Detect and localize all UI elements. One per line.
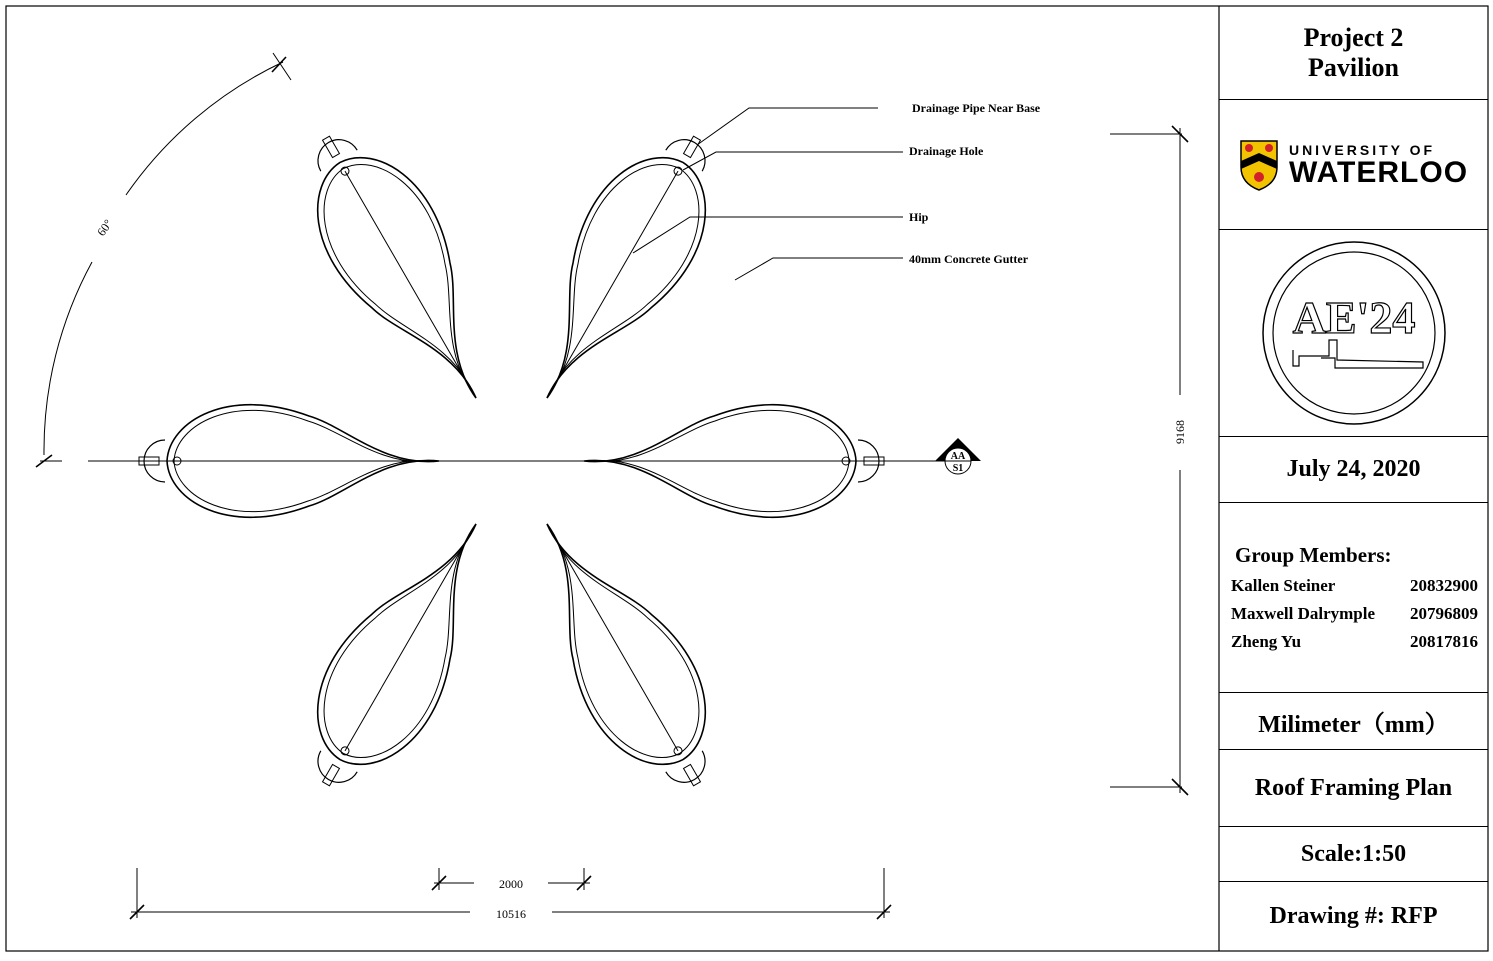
member-id: 20832900 <box>1410 576 1478 595</box>
overall-width-label: 10516 <box>496 907 526 921</box>
logo-text-small: UNIVERSITY OF <box>1288 141 1436 158</box>
drainage-pipe-label: Drainage Pipe Near Base <box>912 101 1041 115</box>
petal-north-west <box>277 110 524 426</box>
hip-label: Hip <box>909 210 929 224</box>
petal-north-east <box>498 110 745 426</box>
scale-label: Scale:1:50 <box>1300 840 1407 867</box>
section-marker <box>935 438 981 474</box>
member-row <box>1231 572 1478 600</box>
petal-south-east <box>498 496 745 812</box>
units-label: Milimeter（mm） <box>1258 711 1449 738</box>
university-logo <box>1239 139 1468 191</box>
height-dimension <box>1110 126 1188 795</box>
annotation-gutter <box>735 252 1029 280</box>
project-line-1: Project 2 <box>1303 22 1404 52</box>
height-label: 9168 <box>1173 420 1187 444</box>
section-marker-top: AA <box>950 451 966 462</box>
units-cell <box>1219 692 1488 749</box>
member-name: Zheng Yu <box>1231 632 1302 651</box>
drainage-hole-label: Drainage Hole <box>909 144 984 158</box>
petal-south-west <box>277 496 524 812</box>
university-logo-cell <box>1219 99 1488 229</box>
scale-cell <box>1219 826 1488 881</box>
drawing-number: Drawing #: RFP <box>1269 903 1438 929</box>
project-line-2: Pavilion <box>1307 52 1399 82</box>
petal-gap-label: 2000 <box>499 877 523 891</box>
member-row <box>1231 600 1478 628</box>
member-name: Maxwell Dalrymple <box>1231 604 1375 623</box>
ae-emblem <box>1259 238 1449 428</box>
drawing-title-cell <box>1219 749 1488 826</box>
overall-width-dimension <box>130 868 891 921</box>
emblem-symbol <box>1293 340 1423 368</box>
drawing-number-cell <box>1219 881 1488 951</box>
drawing-title: Roof Framing Plan <box>1254 774 1453 801</box>
section-marker-bottom: S1 <box>952 463 964 474</box>
gutter-label: 40mm Concrete Gutter <box>909 252 1029 266</box>
angle-label: 60° <box>94 216 116 239</box>
annotation-hip <box>633 210 929 253</box>
member-name: Kallen Steiner <box>1231 576 1336 595</box>
members-cell <box>1219 502 1488 692</box>
emblem-text: AE'24 <box>1292 292 1415 343</box>
annotation-drainage-pipe <box>697 101 1041 145</box>
ae-emblem-cell <box>1219 229 1488 436</box>
members-heading: Group Members: <box>1235 543 1392 567</box>
logo-text-big: WATERLOO <box>1288 155 1469 189</box>
drawing-date: July 24, 2020 <box>1286 456 1421 482</box>
petal-gap-dimension <box>432 868 591 891</box>
member-id: 20796809 <box>1410 604 1478 623</box>
member-row <box>1231 628 1478 656</box>
date-cell <box>1219 436 1488 502</box>
project-title <box>1219 6 1488 99</box>
member-id: 20817816 <box>1410 632 1478 651</box>
annotation-drainage-hole <box>683 144 984 170</box>
crest-icon <box>1239 139 1279 191</box>
